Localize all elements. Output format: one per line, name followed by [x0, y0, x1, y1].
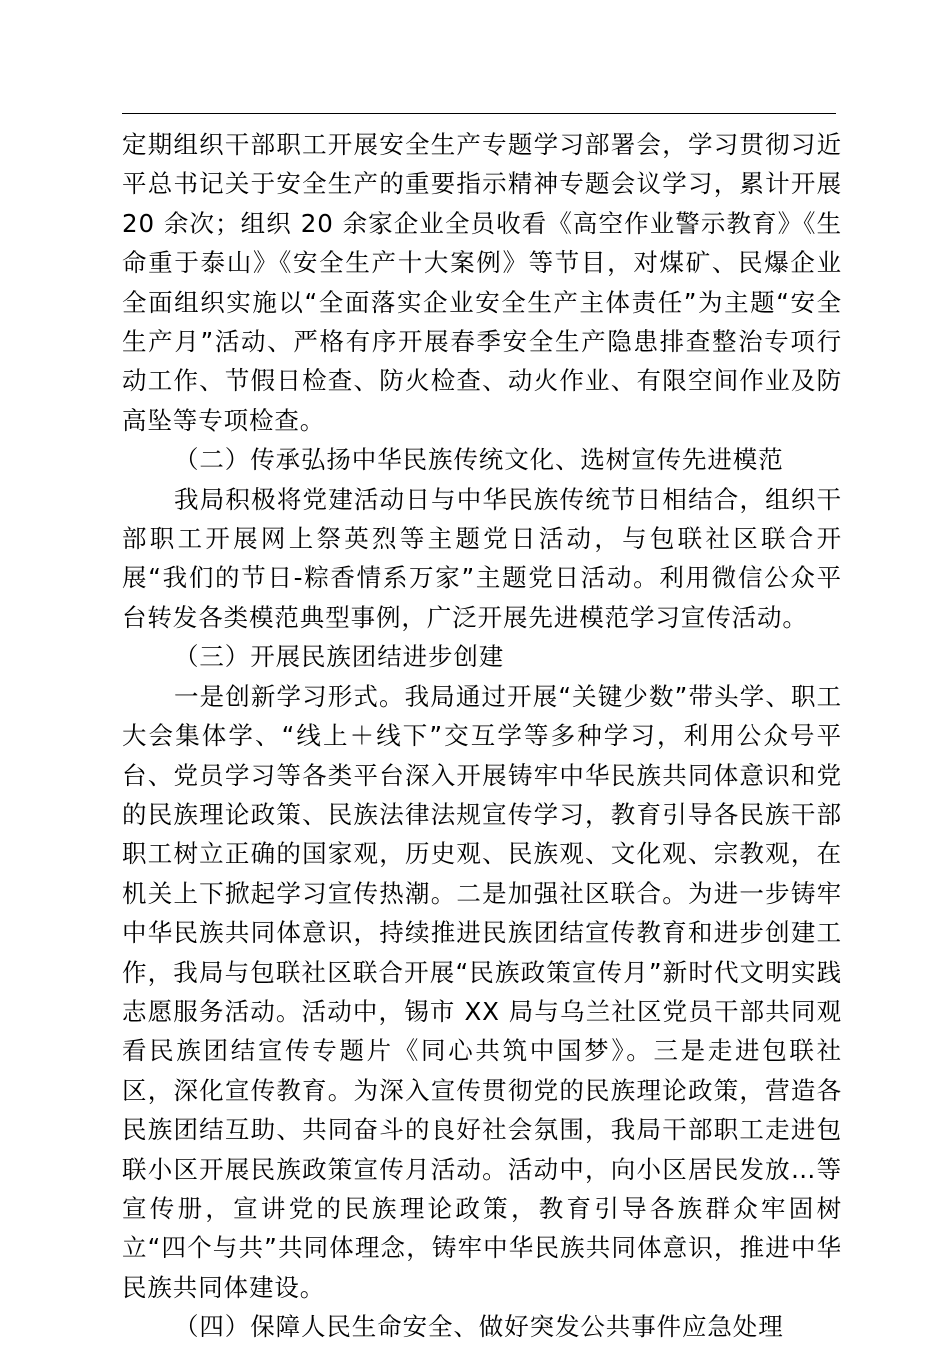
header-rule	[122, 113, 836, 114]
section-heading-2: （二）传承弘扬中华民族传统文化、选树宣传先进模范	[174, 445, 784, 475]
section-heading-4: （四）保障人民生命安全、做好突发公共事件应急处理	[174, 1312, 784, 1342]
paragraph-traditional-culture: 我局积极将党建活动日与中华民族传统节日相结合，组织干部职工开展网上祭英烈等主题党日活动，与包联社区联合开展“我们的节日-粽香情系万家”主题党日活动。利用微信公众平台转发各类模范典型事例，广泛开展先进模范学习宣传活动。	[122, 484, 842, 632]
paragraph-safety-study: 定期组织干部职工开展安全生产专题学习部署会，学习贯彻习近平总书记关于安全生产的重要指示精神专题会议学习，累计开展20 余次；组织 20 余家企业全员收看《高空作业警示教育》《生命重于泰山》《安全生产十大案例》等节目，对煤矿、民爆企业全面组织实施以“全面落实企业安全生产主体责任”为主题“安全生产月”活动、严格有序开展春季安全生产隐患排查整治专项行动工作、节假日检查、防火检查、动火作业、有限空间作业及防高坠等专项检查。	[122, 130, 842, 435]
section-heading-3: （三）开展民族团结进步创建	[174, 642, 505, 672]
paragraph-ethnic-unity: 一是创新学习形式。我局通过开展“关键少数”带头学、职工大会集体学、“线上＋线下”交互学等多种学习，利用公众号平台、党员学习等各类平台深入开展铸牢中华民族共同体意识和党的民族理论政策、民族法律法规宣传学习，教育引导各民族干部职工树立正确的国家观，历史观、民族观、文化观、宗教观，在机关上下掀起学习宣传热潮。二是加强社区联合。为进一步铸牢中华民族共同体意识，持续推进民族团结宣传教育和进步创建工作，我局与包联社区联合开展“民族政策宣传月”新时代文明实践志愿服务活动。活动中，锡市 XX 局与乌兰社区党员干部共同观看民族团结宣传专题片《同心共筑中国梦》。三是走进包联社区，深化宣传教育。为深入宣传贯彻党的民族理论政策，营造各民族团结互助、共同奋斗的良好社会氛围，我局干部职工走进包联小区开展民族政策宣传月活动。活动中，向小区居民发放…等宣传册，宣讲党的民族理论政策，教育引导各族群众牢固树立“四个与共”共同体理念，铸牢中华民族共同体意识，推进中华民族共同体建设。	[122, 681, 842, 1302]
document-body	[122, 125, 842, 1347]
